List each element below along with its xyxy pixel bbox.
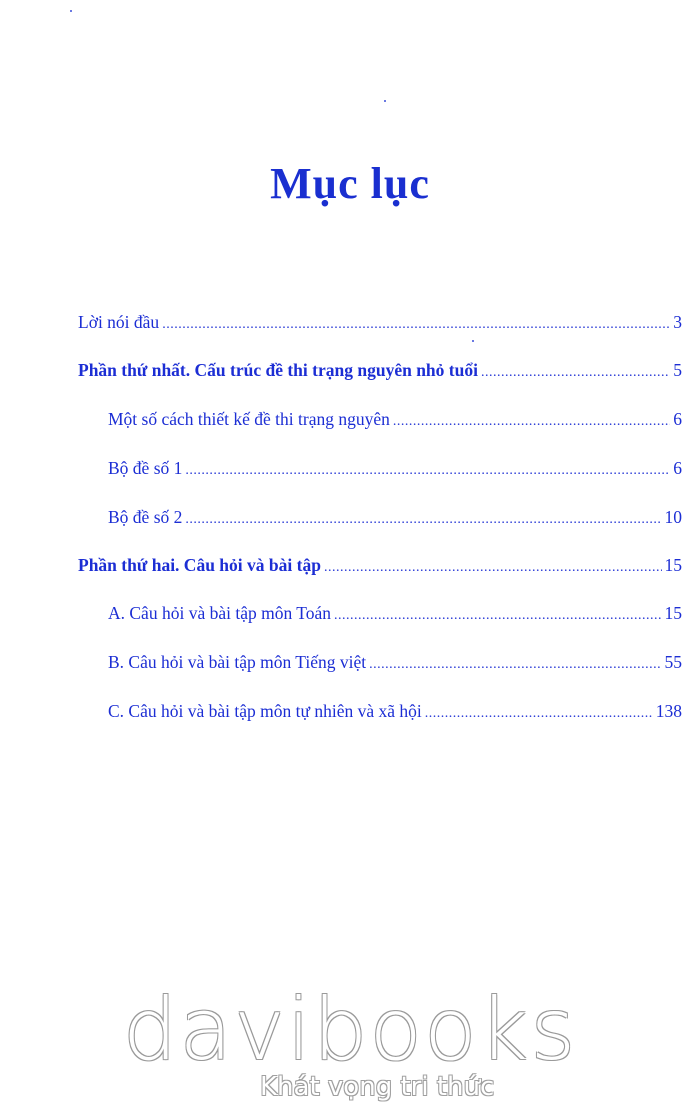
toc-entry-set-1[interactable] xyxy=(108,458,682,479)
toc-entry-label: Bộ đề số 1 xyxy=(108,458,183,478)
scan-speck xyxy=(384,100,386,102)
toc-entry-page: 55 xyxy=(664,652,682,672)
toc-entry-page: 138 xyxy=(655,701,682,721)
scan-speck xyxy=(70,10,72,12)
dot-leader xyxy=(393,414,670,430)
toc-entry-page: 15 xyxy=(664,555,682,575)
toc-entry-label: A. Câu hỏi và bài tập môn Toán xyxy=(108,603,331,623)
dot-leader xyxy=(185,512,661,528)
dot-leader xyxy=(162,317,670,333)
dot-leader xyxy=(334,608,662,624)
toc-entry-page: 5 xyxy=(673,360,682,380)
dot-leader xyxy=(425,706,653,722)
dot-leader xyxy=(481,365,670,381)
toc-entry-part-one[interactable] xyxy=(78,360,682,381)
toc-entry-label: C. Câu hỏi và bài tập môn tự nhiên và xã hội xyxy=(108,701,422,721)
toc-entry-preface[interactable] xyxy=(78,312,682,333)
page-title: Mục lục xyxy=(270,159,430,208)
toc-entry-label: B. Câu hỏi và bài tập môn Tiếng việt xyxy=(108,652,367,672)
toc-entry-page: 6 xyxy=(673,409,682,429)
dot-leader xyxy=(324,560,662,576)
watermark-slogan: Khát vọng tri thức xyxy=(260,1072,495,1102)
toc-entry-nature-society[interactable] xyxy=(108,701,682,722)
toc-entry-page: 15 xyxy=(664,603,682,623)
toc-entry-label: Lời nói đầu xyxy=(78,312,160,332)
scan-speck xyxy=(472,340,474,342)
toc-entry-vietnamese[interactable] xyxy=(108,652,682,673)
toc-entry-page: 10 xyxy=(664,507,682,527)
toc-entry-label: Phần thứ nhất. Cấu trúc đề thi trạng nguyên nhỏ tuổi xyxy=(78,360,478,380)
toc-entry-design-methods[interactable] xyxy=(108,409,682,430)
toc-entry-label: Bộ đề số 2 xyxy=(108,507,183,527)
toc-entry-part-two[interactable] xyxy=(78,555,682,576)
toc-entry-page: 3 xyxy=(673,312,682,332)
dot-leader xyxy=(369,657,661,673)
toc-entry-label: Một số cách thiết kế đề thi trạng nguyên xyxy=(108,409,390,429)
toc-entry-set-2[interactable] xyxy=(108,507,682,528)
watermark-logo: davibooks xyxy=(122,980,578,1080)
toc-entry-label: Phần thứ hai. Câu hỏi và bài tập xyxy=(78,555,321,575)
toc-entry-math[interactable] xyxy=(108,603,682,624)
toc-entry-page: 6 xyxy=(673,458,682,478)
dot-leader xyxy=(185,463,670,479)
